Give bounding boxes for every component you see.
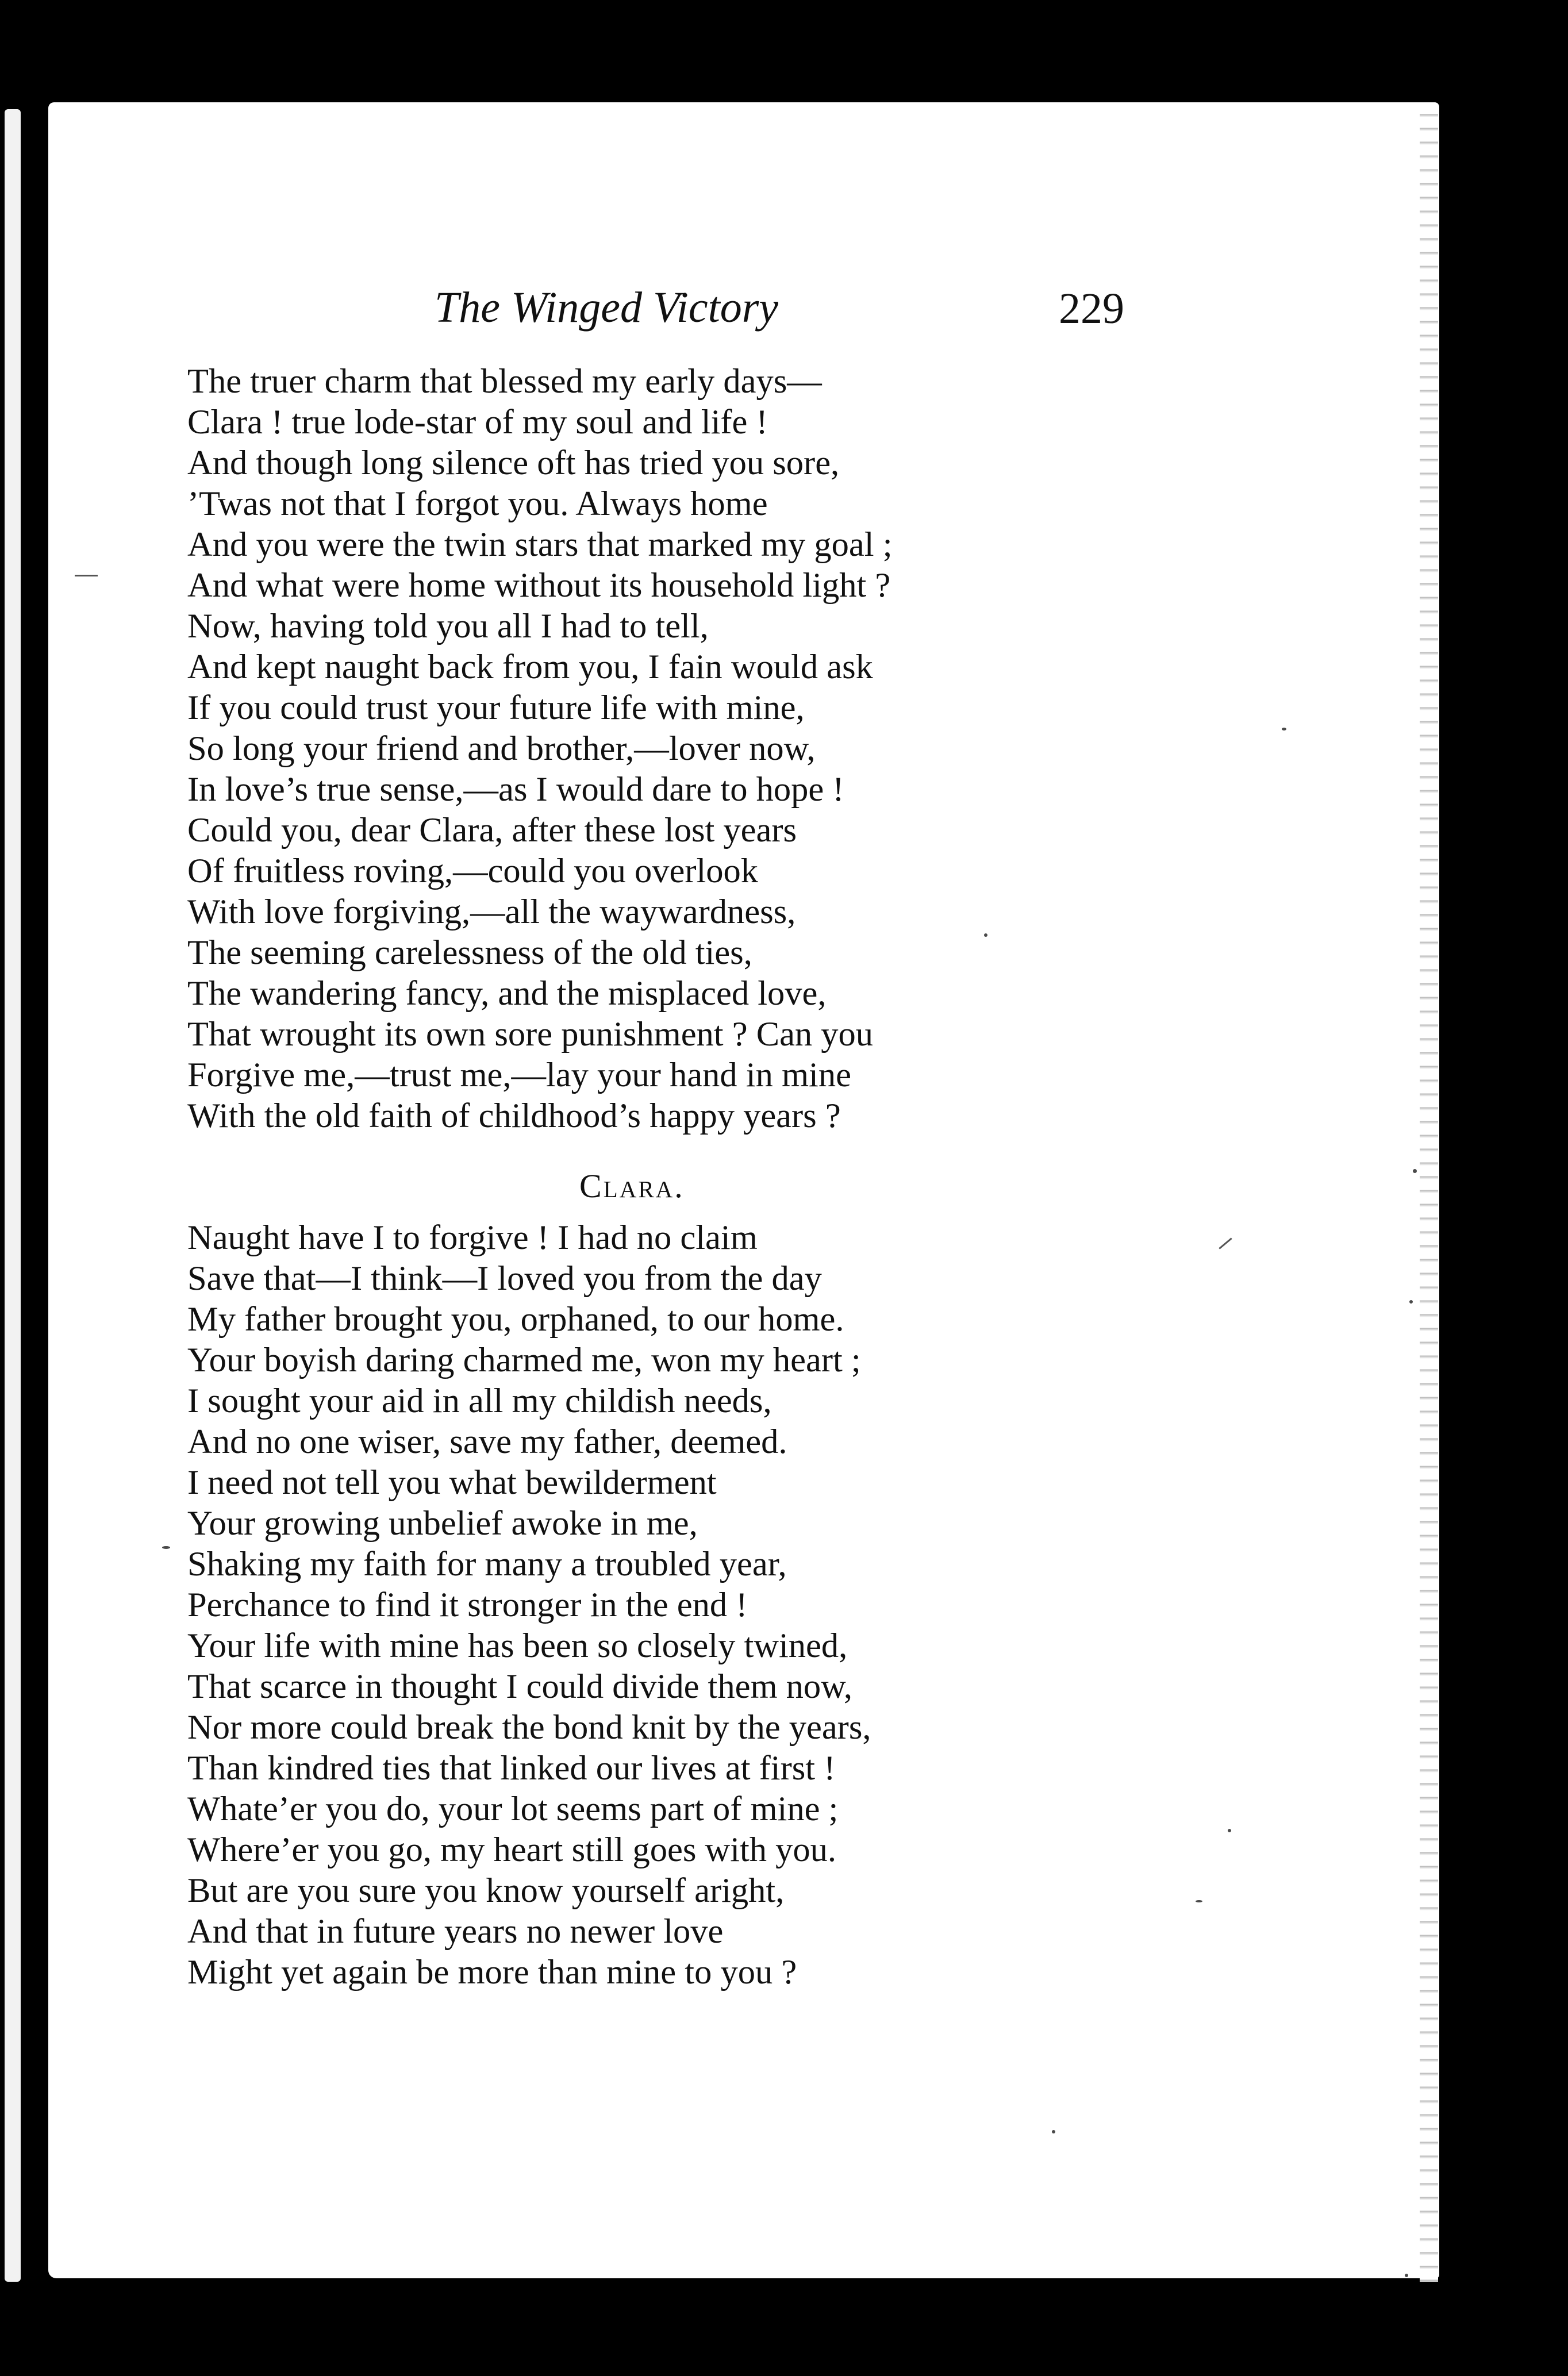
- verse-line: And you were the twin stars that marked my goal ;: [187, 525, 893, 564]
- verse-line: Naught have I to forgive ! I had no claim: [187, 1218, 758, 1257]
- verse-line: But are you sure you know yourself aright,: [187, 1871, 785, 1910]
- verse-line: Could you, dear Clara, after these lost years: [187, 811, 797, 849]
- page-number: 229: [1059, 284, 1124, 333]
- verse-line: With the old faith of childhood’s happy years ?: [187, 1097, 841, 1135]
- verse-line: Forgive me,—trust me,—lay your hand in mine: [187, 1056, 851, 1094]
- verse-line: Than kindred ties that linked our lives at first !: [187, 1749, 836, 1787]
- verse-line: Perchance to find it stronger in the end !: [187, 1586, 748, 1624]
- verse-line: Nor more could break the bond knit by the years,: [187, 1708, 871, 1747]
- verse-line: And though long silence oft has tried you sore,: [187, 444, 840, 482]
- verse-line: Save that—I think—I loved you from the day: [187, 1259, 822, 1298]
- verse-line: Your life with mine has been so closely twined,: [187, 1627, 848, 1665]
- verse-line: Where’er you go, my heart still goes with you.: [187, 1831, 837, 1869]
- verse-line: The truer charm that blessed my early days—: [187, 362, 822, 401]
- book-spine-edge: [5, 109, 21, 2282]
- verse-line: So long your friend and brother,—lover now,: [187, 729, 816, 768]
- verse-line: That scarce in thought I could divide them now,: [187, 1667, 853, 1706]
- verse-line: And no one wiser, save my father, deemed.: [187, 1422, 787, 1461]
- verse-line: My father brought you, orphaned, to our home.: [187, 1300, 844, 1339]
- verse-line: Whate’er you do, your lot seems part of mine ;: [187, 1790, 839, 1828]
- verse-line: In love’s true sense,—as I would dare to hope !: [187, 770, 844, 809]
- margin-mark: [75, 575, 98, 576]
- scan-speck: [1405, 2274, 1408, 2277]
- verse-line: That wrought its own sore punishment ? Can you: [187, 1015, 874, 1054]
- scan-speck: [1409, 1300, 1413, 1304]
- scan-speck: [162, 1546, 170, 1549]
- verse-line: Your boyish daring charmed me, won my heart ;: [187, 1341, 861, 1379]
- verse-line: Of fruitless roving,—could you overlook: [187, 852, 759, 890]
- verse-line: And that in future years no newer love: [187, 1912, 724, 1951]
- verse-line: If you could trust your future life with mine,: [187, 689, 805, 727]
- verse-line: The wandering fancy, and the misplaced love,: [187, 974, 827, 1013]
- verse-line: With love forgiving,—all the waywardness,: [187, 893, 796, 931]
- verse-line: Now, having told you all I had to tell,: [187, 607, 709, 645]
- verse-line: I sought your aid in all my childish needs,: [187, 1382, 772, 1420]
- verse-line: Shaking my faith for many a troubled year,: [187, 1545, 787, 1583]
- scan-speck: [1413, 1169, 1417, 1173]
- speaker-heading: Clara.: [579, 1167, 685, 1205]
- page-stack-edge: [1420, 103, 1438, 2282]
- scan-speck: [1052, 2130, 1055, 2133]
- verse-stanza: [187, 361, 893, 1136]
- running-title: The Winged Victory: [435, 283, 779, 332]
- verse-line: And what were home without its household light ?: [187, 566, 891, 605]
- verse-line: ’Twas not that I forgot you. Always home: [187, 485, 768, 523]
- verse-stanza: [187, 1217, 871, 1993]
- verse-line: Clara ! true lode-star of my soul and life !: [187, 403, 768, 441]
- verse-line: I need not tell you what bewilderment: [187, 1463, 717, 1502]
- verse-line: Might yet again be more than mine to you ?: [187, 1953, 797, 1991]
- page-header: [187, 279, 1124, 343]
- scan-speck: [984, 933, 987, 937]
- scan-speck: [1196, 1900, 1202, 1902]
- verse-line: The seeming carelessness of the old ties,: [187, 933, 752, 972]
- scan-speck: [1282, 728, 1286, 731]
- verse-line: And kept naught back from you, I fain would ask: [187, 648, 873, 686]
- scan-speck: [1228, 1829, 1231, 1832]
- verse-line: Your growing unbelief awoke in me,: [187, 1504, 698, 1543]
